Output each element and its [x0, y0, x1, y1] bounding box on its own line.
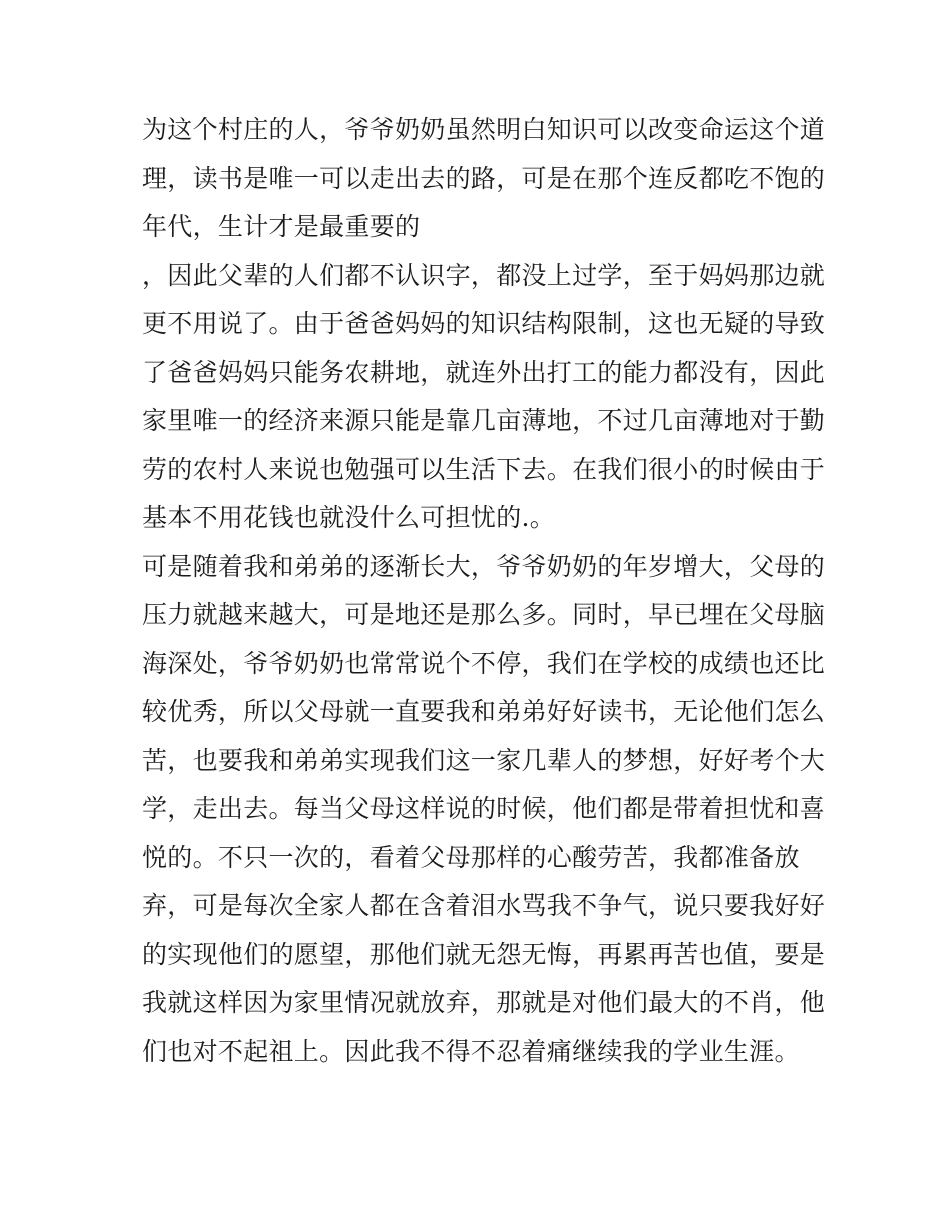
text-line: 更不用说了。由于爸爸妈妈的知识结构限制，这也无疑的导致: [142, 309, 826, 338]
text-line: 基本不用花钱也就没什么可担忧的.。: [142, 503, 556, 532]
text-line: 压力就越来越大，可是地还是那么多。同时，早已埋在父母脑: [142, 600, 826, 629]
text-line: 年代，生计才是最重要的: [142, 212, 421, 241]
text-line: 悦的。不只一次的，看着父母那样的心酸劳苦，我都准备放: [142, 842, 800, 872]
text-line: 劳的农村人来说也勉强可以生活下去。在我们很小的时候由于: [142, 454, 826, 484]
text-line: 们也对不起祖上。因此我不得不忍着痛继续我的学业生涯。: [142, 1036, 800, 1066]
text-line: 为这个村庄的人，爷爷奶奶虽然明白知识可以改变命运这个道: [142, 115, 826, 144]
text-line: 海深处，爷爷奶奶也常常说个不停，我们在学校的成绩也还比: [142, 648, 826, 678]
text-line: 我就这样因为家里情况就放弃，那就是对他们最大的不肖，他: [142, 988, 826, 1017]
text-line: 学，走出去。每当父母这样说的时候，他们都是带着担忧和喜: [142, 794, 826, 823]
text-line: 苦，也要我和弟弟实现我们这一家几辈人的梦想，好好考个大: [142, 745, 826, 775]
text-line: 家里唯一的经济来源只能是靠几亩薄地，不过几亩薄地对于勤: [142, 406, 826, 435]
text-line: 可是随着我和弟弟的逐渐长大，爷爷奶奶的年岁增大，父母的: [142, 551, 826, 581]
text-line: 了爸爸妈妈只能务农耕地，就连外出打工的能力都没有，因此: [142, 357, 826, 387]
text-line: 的实现他们的愿望，那他们就无怨无悔，再累再苦也值，要是: [142, 939, 826, 969]
body-text: [142, 106, 826, 1076]
text-line: ，因此父辈的人们都不认识字，都没上过学，至于妈妈那边就: [142, 260, 826, 290]
text-line: 弃，可是每次全家人都在含着泪水骂我不争气，说只要我好好: [142, 891, 826, 920]
text-line: 理，读书是唯一可以走出去的路，可是在那个连反都吃不饱的: [142, 163, 826, 193]
text-line: 较优秀，所以父母就一直要我和弟弟好好读书，无论他们怎么: [142, 697, 826, 726]
